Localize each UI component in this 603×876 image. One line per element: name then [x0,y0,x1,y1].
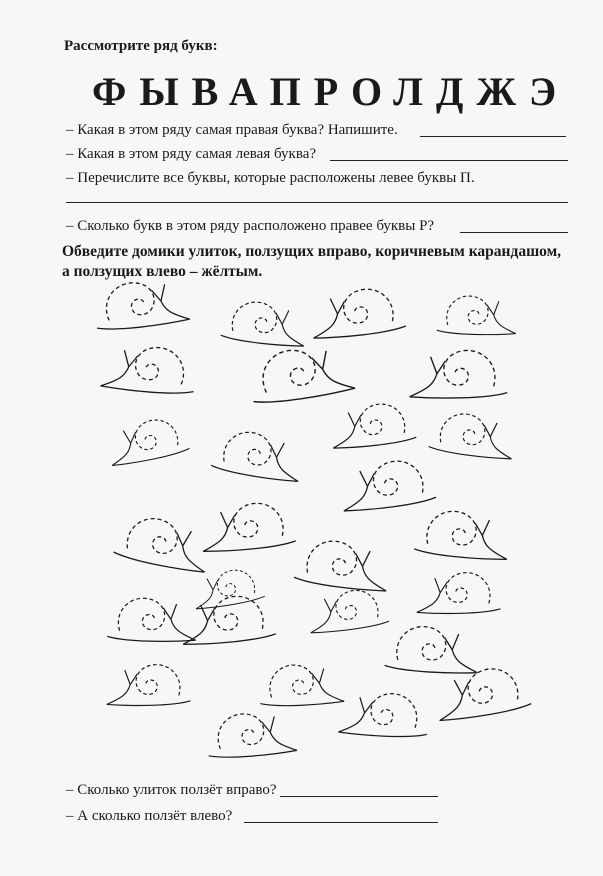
snail-left-23 [107,665,191,706]
answer-line-3[interactable] [66,202,568,203]
snail-shell[interactable] [103,280,156,321]
snail-shell[interactable] [126,514,180,556]
snail-shell[interactable] [466,665,519,706]
snail-shell[interactable] [213,595,264,632]
snail-shell[interactable] [216,568,256,598]
snail-right-15 [293,537,390,592]
snail-shell[interactable] [446,573,490,604]
snail-shell[interactable] [259,347,318,393]
snail-left-20 [180,594,276,646]
snail-body [384,631,478,673]
snail-shell[interactable] [233,502,284,539]
snail-body [410,357,508,398]
snail-body [340,463,437,512]
snail-left-10 [330,401,417,449]
snail-right-22 [384,625,479,674]
question-4: – Сколько букв в этом ряду расположено правее буквы Р? [66,218,435,234]
snail-shell[interactable] [268,664,314,698]
snail-right-26 [205,709,297,761]
final-question-2: – А сколько ползёт влево? [66,808,233,824]
question-2: – Какая в этом ряду самая левая буква? [66,146,317,162]
snail-shell[interactable] [133,417,179,453]
snail-body [100,348,197,397]
final-question-1: – Сколько улиток ползёт вправо? [66,782,277,798]
snail-shell[interactable] [216,712,265,749]
snail-right-24 [258,662,344,709]
snail-shell[interactable] [342,287,394,325]
snail-shell[interactable] [334,588,378,621]
snail-right-19 [107,598,195,641]
snail-body [414,515,510,561]
snail-field [0,280,603,770]
letter-row: ФЫВАПРОЛДЖЭ [92,69,570,114]
snail-body [205,714,297,760]
snail-left-3 [310,286,407,339]
answer-line-1[interactable] [420,136,566,137]
snail-shell[interactable] [136,665,180,696]
snail-body [220,305,306,347]
snail-shell[interactable] [223,429,273,468]
snail-body [417,578,501,613]
final-answer-line-1[interactable] [280,796,438,797]
snail-body [330,407,416,449]
snail-left-21 [307,587,390,634]
snail-body [307,592,389,633]
snail-shell[interactable] [447,296,488,325]
snail-body [437,301,516,334]
snail-body [310,292,406,339]
final-answer-line-2[interactable] [244,822,438,823]
snail-shell[interactable] [134,345,186,384]
snail-shell[interactable] [359,402,405,436]
snail-shell[interactable] [370,692,418,728]
answer-line-4[interactable] [460,232,568,233]
snail-shell[interactable] [426,510,477,547]
snail-shell[interactable] [440,412,487,447]
snail-body [92,282,190,334]
snail-body [107,670,191,705]
snail-shell[interactable] [444,350,495,386]
snail-left-14 [200,501,296,553]
answer-line-2[interactable] [330,160,568,161]
intro-text: Рассмотрите ряд букв: [64,38,218,54]
question-1: – Какая в этом ряду самая правая буква? Напишите. [66,122,398,138]
task-line-2: а ползущих влево – жёлтым. [62,263,263,280]
snail-shell[interactable] [397,626,447,662]
snail-shell[interactable] [372,459,424,498]
task-line-1: Обведите домики улиток, ползущих вправо, коричневым карандашом, [62,243,562,260]
snail-shell[interactable] [232,300,278,334]
snail-shell[interactable] [306,539,358,578]
snail-body [107,604,195,641]
snail-right-2 [220,299,307,347]
snail-right-1 [92,280,190,333]
snail-right-13 [113,512,212,573]
snail-body [201,507,297,553]
snail-left-12 [339,457,436,512]
snail-right-6 [246,340,355,407]
snail-right-16 [414,509,510,561]
snail-left-7 [410,350,508,398]
snail-left-5 [100,342,197,397]
snail-shell[interactable] [118,598,164,630]
snail-left-27 [338,690,429,739]
snail-right-9 [210,428,303,483]
snail-body [181,600,277,646]
question-3: – Перечислите все буквы, которые расположены левее буквы П. [66,170,475,186]
snail-body [293,543,390,592]
snail-left-8 [106,415,191,467]
snail-body [258,667,344,708]
snail-body [428,416,515,460]
snail-body [338,696,429,739]
snail-right-11 [428,411,516,460]
snail-left-18 [417,573,501,614]
snail-right-4 [437,296,516,335]
